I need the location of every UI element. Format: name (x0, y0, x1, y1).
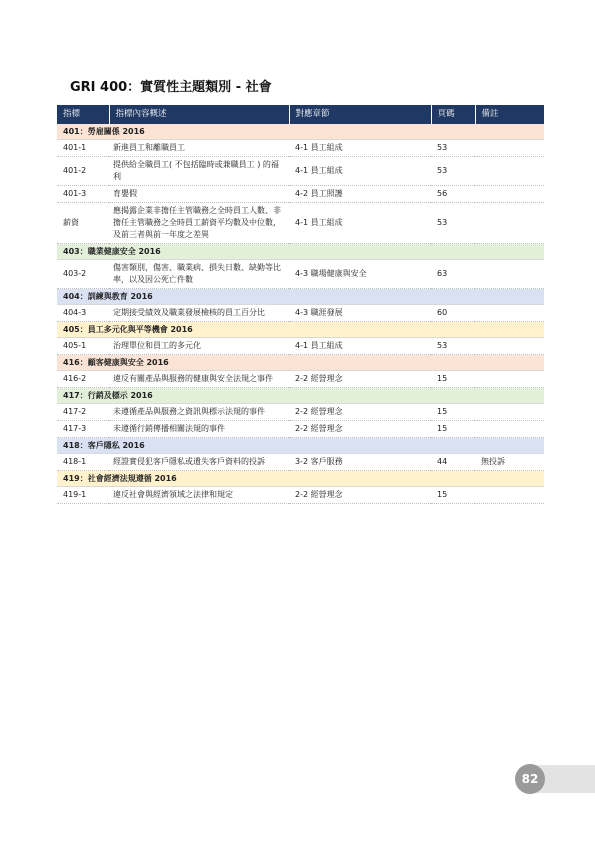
header-indicator: 指標 (57, 105, 109, 124)
section-title: 403：職業健康安全 2016 (57, 244, 544, 260)
chapter-cell: 4-3 職涯發展 (289, 305, 431, 322)
page-cell: 63 (431, 260, 475, 289)
page-cell: 15 (431, 371, 475, 388)
note-cell: 無投訴 (475, 454, 544, 471)
table-row (57, 203, 544, 244)
description-cell: 未遵循行銷傳播相關法規的事件 (109, 421, 289, 438)
description-cell: 育嬰假 (109, 186, 289, 203)
description-cell: 提供給全職員工( 不包括臨時或兼職員工 ) 的福利 (109, 157, 289, 186)
table-row (57, 454, 544, 471)
page-cell: 15 (431, 404, 475, 421)
table-row (57, 260, 544, 289)
gri-index-table (57, 105, 544, 504)
section-row (57, 322, 544, 338)
note-cell (475, 157, 544, 186)
header-page: 頁碼 (431, 105, 475, 124)
description-cell: 應揭露企業非擔任主管職務之全時員工人數、非擔任主管職務之全時員工薪資平均數及中位數，及前三者與前一年度之差異 (109, 203, 289, 244)
note-cell (475, 140, 544, 157)
table-header-row (57, 105, 544, 124)
section-row (57, 388, 544, 404)
indicator-code-cell: 405-1 (57, 338, 109, 355)
indicator-code-cell: 401-1 (57, 140, 109, 157)
description-cell: 傷害類別，傷害、職業病、損失日數、缺勤等比率，以及因公死亡件數 (109, 260, 289, 289)
indicator-code-cell: 403-2 (57, 260, 109, 289)
page-cell: 44 (431, 454, 475, 471)
indicator-code-cell: 404-3 (57, 305, 109, 322)
note-cell (475, 487, 544, 504)
page-cell: 15 (431, 421, 475, 438)
page-cell: 15 (431, 487, 475, 504)
page-cell: 53 (431, 140, 475, 157)
note-cell (475, 203, 544, 244)
table-row (57, 371, 544, 388)
table-body (57, 124, 544, 504)
section-title: 401：勞雇關係 2016 (57, 124, 544, 140)
description-cell: 定期接受績效及職業發展檢核的員工百分比 (109, 305, 289, 322)
section-row (57, 289, 544, 305)
description-cell: 治理單位和員工的多元化 (109, 338, 289, 355)
note-cell (475, 260, 544, 289)
page-cell: 56 (431, 186, 475, 203)
chapter-cell: 4-1 員工組成 (289, 140, 431, 157)
page-cell: 53 (431, 157, 475, 186)
page-cell: 53 (431, 338, 475, 355)
page-cell: 60 (431, 305, 475, 322)
section-row (57, 438, 544, 454)
note-cell (475, 421, 544, 438)
section-row (57, 124, 544, 140)
note-cell (475, 305, 544, 322)
chapter-cell: 2-2 經營理念 (289, 421, 431, 438)
chapter-cell: 4-3 職場健康與安全 (289, 260, 431, 289)
header-description: 指標內容概述 (109, 105, 289, 124)
table-row (57, 404, 544, 421)
chapter-cell: 2-2 經營理念 (289, 404, 431, 421)
indicator-code-cell: 418-1 (57, 454, 109, 471)
header-chapter: 對應章節 (289, 105, 431, 124)
indicator-code-cell: 401-3 (57, 186, 109, 203)
section-title: 404：訓練與教育 2016 (57, 289, 544, 305)
page-number: 82 (515, 764, 545, 794)
section-title: 418：客戶隱私 2016 (57, 438, 544, 454)
section-title: 416：顧客健康與安全 2016 (57, 355, 544, 371)
header-note: 備註 (481, 109, 499, 120)
table-row (57, 305, 544, 322)
description-cell: 違反社會與經濟領域之法律和規定 (109, 487, 289, 504)
note-cell (475, 338, 544, 355)
indicator-code-cell: 417-3 (57, 421, 109, 438)
table-row (57, 186, 544, 203)
table-row (57, 157, 544, 186)
indicator-code-cell: 419-1 (57, 487, 109, 504)
section-title: 405：員工多元化與平等機會 2016 (57, 322, 544, 338)
section-row (57, 355, 544, 371)
indicator-code-cell: 416-2 (57, 371, 109, 388)
description-cell: 新進員工和離職員工 (109, 140, 289, 157)
chapter-cell: 3-2 客戶服務 (289, 454, 431, 471)
section-row (57, 471, 544, 487)
note-cell (475, 186, 544, 203)
indicator-code-cell: 薪資 (57, 203, 109, 244)
description-cell: 違反有關產品與服務的健康與安全法規之事件 (109, 371, 289, 388)
description-cell: 未遵循產品與服務之資訊與標示法規的事件 (109, 404, 289, 421)
table-row (57, 338, 544, 355)
indicator-code-cell: 401-2 (57, 157, 109, 186)
note-cell (475, 371, 544, 388)
table-row (57, 140, 544, 157)
section-title: 419：社會經濟法規遵循 2016 (57, 471, 544, 487)
section-row (57, 244, 544, 260)
chapter-cell: 4-2 員工照護 (289, 186, 431, 203)
page-cell: 53 (431, 203, 475, 244)
note-cell (475, 404, 544, 421)
page-title: GRI 400：實質性主題類別 - 社會 (70, 80, 272, 95)
table-row (57, 421, 544, 438)
indicator-code-cell: 417-2 (57, 404, 109, 421)
section-title: 417：行銷及標示 2016 (57, 388, 544, 404)
chapter-cell: 4-1 員工組成 (289, 203, 431, 244)
chapter-cell: 2-2 經營理念 (289, 487, 431, 504)
chapter-cell: 2-2 經營理念 (289, 371, 431, 388)
chapter-cell: 4-1 員工組成 (289, 157, 431, 186)
chapter-cell: 4-1 員工組成 (289, 338, 431, 355)
description-cell: 經證實侵犯客戶隱私或遺失客戶資料的投訴 (109, 454, 289, 471)
table-row (57, 487, 544, 504)
